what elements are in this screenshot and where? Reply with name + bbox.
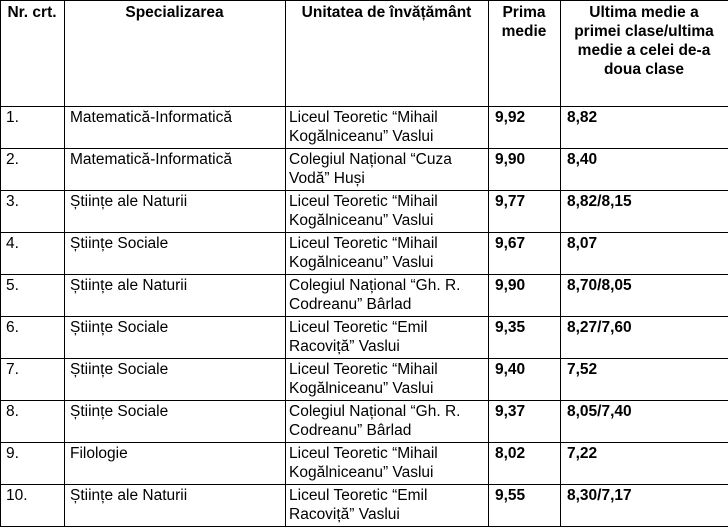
- cell-nr: 9.: [1, 443, 65, 485]
- cell-ultima-medie: 8,05/7,40: [561, 401, 728, 443]
- table-row: [1, 191, 728, 233]
- table-row: [1, 401, 728, 443]
- cell-prima-medie: 9,90: [489, 275, 561, 317]
- header-specializarea: Specializarea: [65, 1, 286, 107]
- cell-ultima-medie: 8,70/8,05: [561, 275, 728, 317]
- cell-prima-medie: 8,02: [489, 443, 561, 485]
- cell-unitate: Colegiul Național “Gh. R. Codreanu” Bârlad: [286, 401, 489, 443]
- cell-prima-medie: 9,40: [489, 359, 561, 401]
- cell-prima-medie: 9,55: [489, 485, 561, 527]
- header-ultima-medie: Ultima medie a primei clase/ultima medie a celei de-a doua clase: [561, 1, 728, 107]
- cell-unitate: Liceul Teoretic “Emil Racoviță” Vaslui: [286, 485, 489, 527]
- table-row: [1, 233, 728, 275]
- cell-prima-medie: 9,77: [489, 191, 561, 233]
- cell-unitate: Liceul Teoretic “Mihail Kogălniceanu” Vaslui: [286, 107, 489, 149]
- cell-nr: 10.: [1, 485, 65, 527]
- cell-nr: 6.: [1, 317, 65, 359]
- cell-ultima-medie: 8,40: [561, 149, 728, 191]
- cell-prima-medie: 9,35: [489, 317, 561, 359]
- table-header: [1, 1, 728, 107]
- cell-prima-medie: 9,90: [489, 149, 561, 191]
- cell-nr: 2.: [1, 149, 65, 191]
- table-row: [1, 485, 728, 527]
- cell-specializare: Științe Sociale: [65, 233, 286, 275]
- cell-unitate: Colegiul Național “Gh. R. Codreanu” Bârlad: [286, 275, 489, 317]
- table-row: [1, 359, 728, 401]
- header-row: [1, 1, 728, 107]
- cell-prima-medie: 9,67: [489, 233, 561, 275]
- cell-ultima-medie: 7,52: [561, 359, 728, 401]
- cell-specializare: Științe ale Naturii: [65, 485, 286, 527]
- cell-specializare: Matematică-Informatică: [65, 107, 286, 149]
- cell-unitate: Liceul Teoretic “Mihail Kogălniceanu” Vaslui: [286, 443, 489, 485]
- header-nr-crt: Nr. crt.: [1, 1, 65, 107]
- cell-unitate: Liceul Teoretic “Mihail Kogălniceanu” Vaslui: [286, 359, 489, 401]
- cell-specializare: Științe Sociale: [65, 401, 286, 443]
- header-unitatea: Unitatea de învățământ: [286, 1, 489, 107]
- table-row: [1, 149, 728, 191]
- cell-specializare: Matematică-Informatică: [65, 149, 286, 191]
- cell-ultima-medie: 8,30/7,17: [561, 485, 728, 527]
- cell-specializare: Științe Sociale: [65, 359, 286, 401]
- cell-unitate: Colegiul Național “Cuza Vodă” Huși: [286, 149, 489, 191]
- cell-ultima-medie: 8,82: [561, 107, 728, 149]
- table-row: [1, 443, 728, 485]
- cell-prima-medie: 9,92: [489, 107, 561, 149]
- cell-unitate: Liceul Teoretic “Mihail Kogălniceanu” Vaslui: [286, 233, 489, 275]
- cell-nr: 7.: [1, 359, 65, 401]
- header-prima-medie: Prima medie: [489, 1, 561, 107]
- cell-unitate: Liceul Teoretic “Emil Racoviță” Vaslui: [286, 317, 489, 359]
- cell-specializare: Științe ale Naturii: [65, 191, 286, 233]
- cell-nr: 1.: [1, 107, 65, 149]
- table-row: [1, 317, 728, 359]
- table-body: [1, 107, 728, 527]
- cell-specializare: Științe ale Naturii: [65, 275, 286, 317]
- table-row: [1, 275, 728, 317]
- cell-ultima-medie: 8,82/8,15: [561, 191, 728, 233]
- cell-ultima-medie: 7,22: [561, 443, 728, 485]
- cell-nr: 8.: [1, 401, 65, 443]
- cell-unitate: Liceul Teoretic “Mihail Kogălniceanu” Vaslui: [286, 191, 489, 233]
- cell-nr: 3.: [1, 191, 65, 233]
- cell-prima-medie: 9,37: [489, 401, 561, 443]
- cell-nr: 4.: [1, 233, 65, 275]
- cell-ultima-medie: 8,07: [561, 233, 728, 275]
- cell-ultima-medie: 8,27/7,60: [561, 317, 728, 359]
- cell-specializare: Filologie: [65, 443, 286, 485]
- cell-nr: 5.: [1, 275, 65, 317]
- cell-specializare: Științe Sociale: [65, 317, 286, 359]
- table-row: [1, 107, 728, 149]
